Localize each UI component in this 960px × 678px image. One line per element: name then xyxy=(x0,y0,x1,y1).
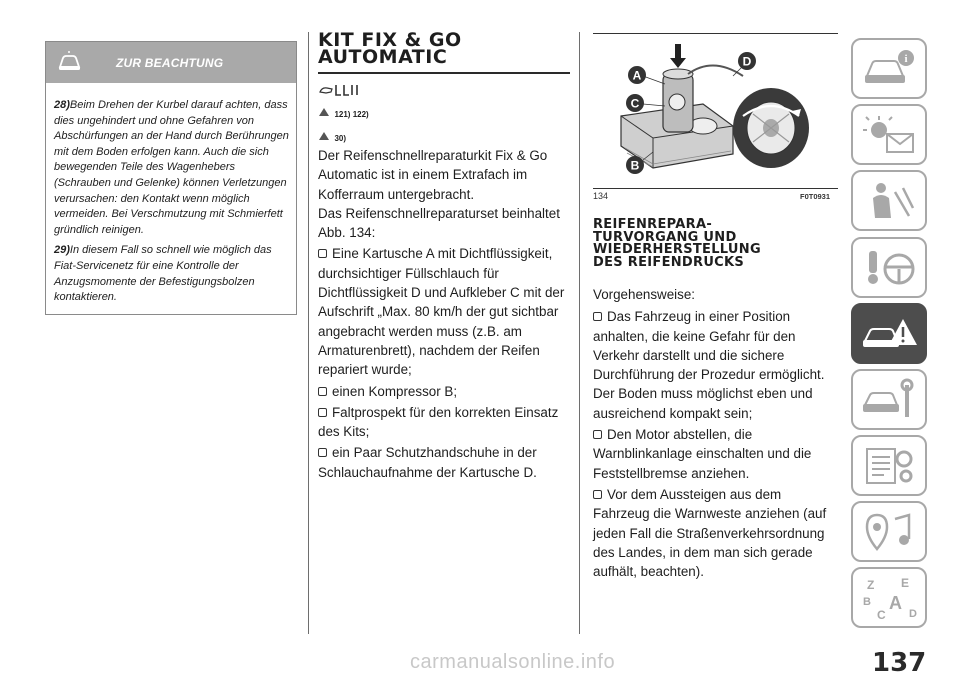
bullet-box-icon xyxy=(593,490,602,499)
index-letters-icon xyxy=(859,575,921,621)
note-item-text: Beim Drehen der Kurbel darauf achten, dass dies ungehindert und ohne Gefahren von Abschürfungen an der Hand durch Berührungen mit dem Boden erfolgen kann. Auch die sich bewegenden Teile des Wagenhebers (Schrauben und Gelenke) können Verletzungen verursachen: den Kontakt wenn möglich vermeiden. Bei Verschmutzung mit Schmierfett gründlich reinigen. xyxy=(54,99,289,236)
note-item xyxy=(54,98,292,238)
svg-text:C: C xyxy=(630,96,640,111)
svg-text:i: i xyxy=(904,53,908,65)
column-divider xyxy=(308,32,309,634)
tab-technical-data[interactable] xyxy=(851,435,927,496)
key-steering-icon xyxy=(859,245,921,291)
note-item xyxy=(54,243,292,305)
multimedia-icon xyxy=(859,509,921,555)
svg-text:Z: Z xyxy=(867,578,875,592)
note-item-number: 29) xyxy=(54,244,70,257)
section-heading: REIFENREPARA- TURVORGANG UND WIEDERHERSTELLUNG DES REIFENDRUCKS xyxy=(593,217,761,270)
car-info-icon xyxy=(859,46,921,92)
svg-text:B: B xyxy=(630,158,640,173)
svg-text:B: B xyxy=(863,596,871,608)
paragraph: Vorgehensweise: xyxy=(593,287,695,302)
specs-gear-icon xyxy=(859,443,921,489)
warning-note-title: ZUR BEACHTUNG xyxy=(116,56,224,70)
list-item: einen Kompressor B; xyxy=(318,382,570,401)
note-item-number: 28) xyxy=(54,99,70,111)
figure-number: 134 xyxy=(593,191,609,201)
paragraph: Das Reifenschnellreparaturset beinhaltet Abb. 134: xyxy=(318,205,560,241)
tab-multimedia[interactable] xyxy=(851,501,927,562)
caution-triangle-icon xyxy=(318,131,330,141)
maintenance-icon xyxy=(859,377,921,423)
column-divider xyxy=(579,32,580,634)
paragraph: Der Reifenschnellreparaturkit Fix & Go Automatic ist in einem Extrafach im Kofferraum untergebracht. xyxy=(318,148,548,202)
warning-note-box xyxy=(45,41,297,315)
kit-section xyxy=(318,29,570,482)
list-item: ein Paar Schutzhandschuhe in der Schlauchaufnahme der Kartusche D. xyxy=(318,445,537,480)
note-item-text: In diesem Fall so schnell wie möglich das Fiat-Servicenetz für eine Kontrolle der Anzugsmomente der Befestigungsbolzen kontaktieren. xyxy=(54,244,272,304)
tab-index[interactable] xyxy=(851,567,927,628)
list-item: Vor dem Aussteigen aus dem Fahrzeug die Warnweste anziehen (auf jeden Fall die Straßenverkehrsordnung des Landes, in dem man sich gerade aufhält, beachten). xyxy=(593,486,827,580)
list-item: Den Motor abstellen, die Warnblinkanlage einschalten und die Feststellbremse anziehen. xyxy=(593,427,812,481)
figure-top-rule xyxy=(593,33,838,34)
cross-reference[interactable]: 30) xyxy=(334,134,347,143)
heading-rule xyxy=(318,72,570,74)
tab-maintenance[interactable] xyxy=(851,369,927,430)
callout-c xyxy=(626,94,644,117)
list-item: Faltprospekt für den korrekten Einsatz des Kits; xyxy=(318,404,559,440)
svg-text:E: E xyxy=(901,576,910,590)
bullet-box-icon xyxy=(593,312,602,321)
tab-lights-messages[interactable] xyxy=(851,104,927,165)
figure-kit-illustration xyxy=(593,36,838,186)
svg-text:D: D xyxy=(909,608,917,620)
svg-text:A: A xyxy=(632,68,642,83)
callout-d xyxy=(738,52,756,75)
figure-code: F0T0931 xyxy=(800,192,831,201)
cross-reference[interactable]: 121) 122) xyxy=(334,110,369,119)
watermark: carmanualsonline.info xyxy=(410,651,616,673)
bullet-box-icon xyxy=(318,408,327,417)
section-heading: KIT FIX & GO AUTOMATIC xyxy=(318,29,462,68)
list-item: Eine Kartusche A mit Dichtflüssigkeit, durchsichtiger Füllschlauch für Dichtflüssigkeit D und Aufkleber C mit der Aufschrift „Max. 80 km/h der gut sichtbar angebracht werden muss (z.B. am Armaturenbrett), nachdem der Reifen repariert wurde; xyxy=(318,246,565,378)
lights-message-icon xyxy=(859,112,921,158)
bullet-box-icon xyxy=(318,249,327,258)
svg-text:D: D xyxy=(742,54,752,69)
caution-triangle-icon xyxy=(318,107,330,117)
emergency-icon xyxy=(859,311,921,357)
repair-section xyxy=(593,219,838,581)
bullet-box-icon xyxy=(318,387,327,396)
tab-safety[interactable] xyxy=(851,170,927,231)
page-number: 137 xyxy=(872,648,927,678)
warning-note-text xyxy=(54,98,292,311)
figure-bottom-rule xyxy=(593,188,838,189)
tab-emergency[interactable] xyxy=(851,303,927,364)
kit-text xyxy=(318,146,570,482)
svg-text:A: A xyxy=(889,593,902,613)
list-item: Das Fahrzeug in einer Position anhalten, die keine Gefahr für den Verkehr darstellt und die sichere Durchführung der Prozedur ermöglicht. Der Boden muss möglichst eben und ausreichend kompakt sein; xyxy=(593,309,825,421)
bullet-box-icon xyxy=(318,448,327,457)
bullet-box-icon xyxy=(593,430,602,439)
callout-a xyxy=(628,66,646,89)
warning-car-icon xyxy=(56,50,82,79)
tab-starting-driving[interactable] xyxy=(851,237,927,298)
svg-text:C: C xyxy=(877,608,886,621)
warning-note-header xyxy=(46,42,296,83)
callout-b xyxy=(626,156,644,179)
airbag-seat-icon xyxy=(859,178,921,224)
tab-car-info[interactable] xyxy=(851,38,927,99)
repair-text xyxy=(593,285,838,581)
manual-reference-icon xyxy=(318,82,570,98)
